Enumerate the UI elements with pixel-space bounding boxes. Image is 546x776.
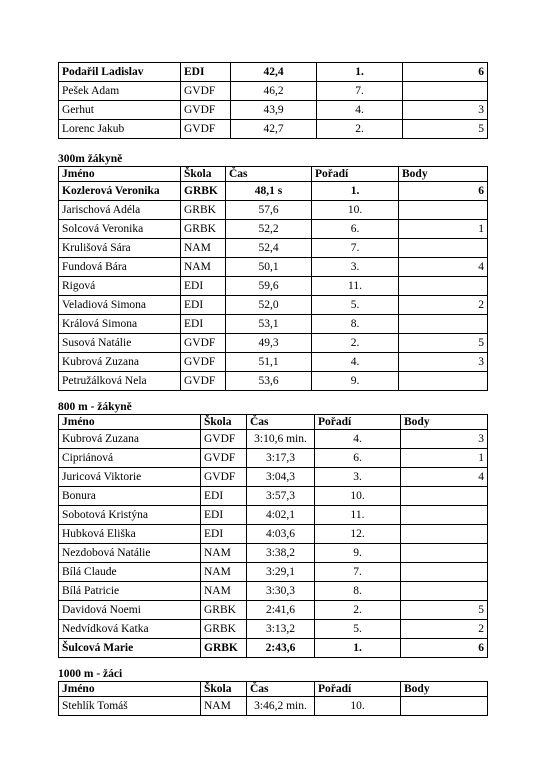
- athlete-name: Králová Simona: [59, 315, 181, 334]
- result-time: 51,1: [226, 353, 312, 372]
- placement: 5.: [312, 296, 399, 315]
- school-code: NAM: [201, 563, 247, 582]
- header-name: Jméno: [59, 415, 201, 430]
- placement: 2.: [315, 601, 401, 620]
- table-row: [59, 239, 488, 258]
- result-time: 50,1: [226, 258, 312, 277]
- athlete-name: Hubková Eliška: [59, 525, 201, 544]
- athlete-name: Juricová Viktorie: [59, 468, 201, 487]
- school-code: GVDF: [181, 334, 226, 353]
- table-row: [59, 601, 488, 620]
- placement: 1.: [312, 182, 399, 201]
- school-code: EDI: [201, 506, 247, 525]
- table-header-row: [59, 167, 488, 182]
- points: 6: [399, 182, 488, 201]
- result-time: 4:03,6: [247, 525, 315, 544]
- athlete-name: Susová Natálie: [59, 334, 181, 353]
- placement: 1.: [315, 639, 401, 658]
- school-code: EDI: [181, 296, 226, 315]
- header-school: Škola: [201, 682, 247, 697]
- table-row: [59, 582, 488, 601]
- athlete-name: Bílá Claude: [59, 563, 201, 582]
- table-block-4: [58, 681, 487, 716]
- table-row: [59, 334, 488, 353]
- school-code: GVDF: [181, 101, 231, 120]
- points: 5: [401, 601, 488, 620]
- table-row: [59, 487, 488, 506]
- placement: 4.: [312, 353, 399, 372]
- points: 3: [403, 101, 488, 120]
- placement: 7.: [315, 563, 401, 582]
- athlete-name: Nedvídková Katka: [59, 620, 201, 639]
- table-row: [59, 372, 488, 391]
- table-row: [59, 544, 488, 563]
- athlete-name: Rigová: [59, 277, 181, 296]
- athlete-name: Petružálková Nela: [59, 372, 181, 391]
- result-time: 3:10,6 min.: [247, 430, 315, 449]
- points: [399, 372, 488, 391]
- placement: 2.: [317, 120, 403, 139]
- points: 4: [401, 468, 488, 487]
- athlete-name: Fundová Bára: [59, 258, 181, 277]
- points: [401, 563, 488, 582]
- result-time: 3:30,3: [247, 582, 315, 601]
- placement: 5.: [315, 620, 401, 639]
- points: [401, 582, 488, 601]
- athlete-name: Bonura: [59, 487, 201, 506]
- school-code: EDI: [201, 487, 247, 506]
- points: [399, 315, 488, 334]
- school-code: EDI: [181, 277, 226, 296]
- placement: 4.: [315, 430, 401, 449]
- athlete-name: Pešek Adam: [59, 82, 181, 101]
- athlete-name: Nezdobová Natálie: [59, 544, 201, 563]
- table-row: [59, 63, 488, 82]
- points: 2: [401, 620, 488, 639]
- table-row: [59, 620, 488, 639]
- results-table-3: [58, 414, 488, 658]
- table-row: [59, 353, 488, 372]
- school-code: GRBK: [181, 201, 226, 220]
- section-title-1000m-boys: 1000 m - žáci: [58, 668, 123, 680]
- placement: 7.: [317, 82, 403, 101]
- points: [399, 201, 488, 220]
- athlete-name: Krulišová Sára: [59, 239, 181, 258]
- points: [401, 544, 488, 563]
- table-row: [59, 296, 488, 315]
- placement: 3.: [312, 258, 399, 277]
- placement: 8.: [315, 582, 401, 601]
- header-name: Jméno: [59, 682, 201, 697]
- points: [401, 525, 488, 544]
- placement: 10.: [312, 201, 399, 220]
- header-time: Čas: [247, 682, 315, 697]
- athlete-name: Stehlík Tomáš: [59, 697, 201, 716]
- school-code: NAM: [201, 544, 247, 563]
- athlete-name: Sobotová Kristýna: [59, 506, 201, 525]
- placement: 11.: [315, 506, 401, 525]
- result-time: 43,9: [231, 101, 317, 120]
- athlete-name: Kozlerová Veronika: [59, 182, 181, 201]
- placement: 3.: [315, 468, 401, 487]
- result-time: 52,2: [226, 220, 312, 239]
- points: 5: [403, 120, 488, 139]
- points: 3: [401, 430, 488, 449]
- result-time: 49,3: [226, 334, 312, 353]
- table-header-row: [59, 682, 488, 697]
- result-time: 53,6: [226, 372, 312, 391]
- table-block-2: [58, 166, 487, 391]
- result-time: 48,1 s: [226, 182, 312, 201]
- school-code: NAM: [181, 258, 226, 277]
- table-row: [59, 220, 488, 239]
- results-table-1: [58, 62, 488, 139]
- result-time: 2:43,6: [247, 639, 315, 658]
- table-row: [59, 277, 488, 296]
- athlete-name: Cipriánová: [59, 449, 201, 468]
- points: 1: [399, 220, 488, 239]
- school-code: NAM: [181, 239, 226, 258]
- placement: 1.: [317, 63, 403, 82]
- result-time: 3:38,2: [247, 544, 315, 563]
- header-school: Škola: [181, 167, 226, 182]
- school-code: GRBK: [201, 620, 247, 639]
- school-code: GRBK: [181, 182, 226, 201]
- table-row: [59, 430, 488, 449]
- athlete-name: Solcová Veronika: [59, 220, 181, 239]
- school-code: GRBK: [181, 220, 226, 239]
- athlete-name: Šulcová Marie: [59, 639, 201, 658]
- table-row: [59, 201, 488, 220]
- header-name: Jméno: [59, 167, 181, 182]
- result-time: 57,6: [226, 201, 312, 220]
- placement: 7.: [312, 239, 399, 258]
- result-time: 42,4: [231, 63, 317, 82]
- result-time: 3:46,2 min.: [247, 697, 315, 716]
- points: 1: [401, 449, 488, 468]
- placement: 10.: [315, 697, 401, 716]
- header-time: Čas: [226, 167, 312, 182]
- points: [401, 506, 488, 525]
- points: 6: [401, 639, 488, 658]
- points: 3: [399, 353, 488, 372]
- school-code: NAM: [201, 582, 247, 601]
- school-code: GVDF: [181, 372, 226, 391]
- points: 6: [403, 63, 488, 82]
- points: 4: [399, 258, 488, 277]
- results-table-2: [58, 166, 488, 391]
- placement: 10.: [315, 487, 401, 506]
- points: [401, 697, 488, 716]
- header-place: Pořadí: [315, 415, 401, 430]
- header-points: Body: [401, 682, 488, 697]
- school-code: GRBK: [201, 639, 247, 658]
- table-row: [59, 182, 488, 201]
- points: 5: [399, 334, 488, 353]
- section-title-800m-girls: 800 m - žákyně: [58, 401, 132, 413]
- points: [399, 277, 488, 296]
- table-block-3: [58, 414, 487, 658]
- school-code: GVDF: [201, 468, 247, 487]
- school-code: EDI: [181, 63, 231, 82]
- athlete-name: Veladiová Simona: [59, 296, 181, 315]
- athlete-name: Podařil Ladislav: [59, 63, 181, 82]
- result-time: 46,2: [231, 82, 317, 101]
- placement: 11.: [312, 277, 399, 296]
- athlete-name: Kubrová Zuzana: [59, 353, 181, 372]
- school-code: GRBK: [201, 601, 247, 620]
- header-place: Pořadí: [315, 682, 401, 697]
- placement: 2.: [312, 334, 399, 353]
- table-row: [59, 563, 488, 582]
- table-block-1: [58, 62, 487, 139]
- table-row: [59, 468, 488, 487]
- school-code: GVDF: [201, 430, 247, 449]
- table-row: [59, 506, 488, 525]
- placement: 6.: [312, 220, 399, 239]
- school-code: GVDF: [181, 353, 226, 372]
- result-time: 3:17,3: [247, 449, 315, 468]
- result-time: 3:29,1: [247, 563, 315, 582]
- school-code: GVDF: [201, 449, 247, 468]
- header-place: Pořadí: [312, 167, 399, 182]
- result-time: 4:02,1: [247, 506, 315, 525]
- athlete-name: Gerhut: [59, 101, 181, 120]
- table-header-row: [59, 415, 488, 430]
- result-time: 3:57,3: [247, 487, 315, 506]
- header-points: Body: [401, 415, 488, 430]
- table-row: [59, 525, 488, 544]
- table-row: [59, 120, 488, 139]
- athlete-name: Bílá Patricie: [59, 582, 201, 601]
- placement: 9.: [315, 544, 401, 563]
- table-row: [59, 315, 488, 334]
- header-time: Čas: [247, 415, 315, 430]
- points: [403, 82, 488, 101]
- school-code: GVDF: [181, 120, 231, 139]
- points: [401, 487, 488, 506]
- athlete-name: Jarischová Adéla: [59, 201, 181, 220]
- table-row: [59, 82, 488, 101]
- result-time: 59,6: [226, 277, 312, 296]
- school-code: EDI: [201, 525, 247, 544]
- table-row: [59, 639, 488, 658]
- placement: 9.: [312, 372, 399, 391]
- placement: 4.: [317, 101, 403, 120]
- points: 2: [399, 296, 488, 315]
- section-title-300m-girls: 300m žákyně: [58, 153, 123, 165]
- athlete-name: Lorenc Jakub: [59, 120, 181, 139]
- points: [399, 239, 488, 258]
- school-code: EDI: [181, 315, 226, 334]
- athlete-name: Davidová Noemi: [59, 601, 201, 620]
- placement: 12.: [315, 525, 401, 544]
- school-code: GVDF: [181, 82, 231, 101]
- result-time: 53,1: [226, 315, 312, 334]
- header-points: Body: [399, 167, 488, 182]
- result-time: 3:13,2: [247, 620, 315, 639]
- table-row: [59, 258, 488, 277]
- results-table-4: [58, 681, 488, 716]
- placement: 8.: [312, 315, 399, 334]
- result-time: 3:04,3: [247, 468, 315, 487]
- table-row: [59, 697, 488, 716]
- table-row: [59, 449, 488, 468]
- result-time: 52,4: [226, 239, 312, 258]
- header-school: Škola: [201, 415, 247, 430]
- placement: 6.: [315, 449, 401, 468]
- athlete-name: Kubrová Zuzana: [59, 430, 201, 449]
- result-time: 42,7: [231, 120, 317, 139]
- school-code: NAM: [201, 697, 247, 716]
- result-time: 52,0: [226, 296, 312, 315]
- table-row: [59, 101, 488, 120]
- result-time: 2:41,6: [247, 601, 315, 620]
